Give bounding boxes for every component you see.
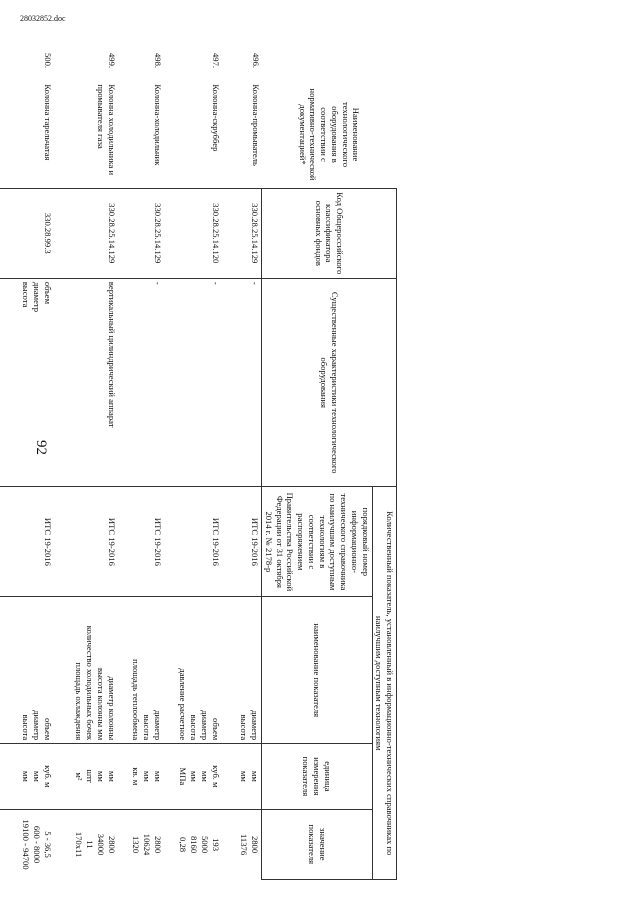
equipment-name: Колонна-холодильник (152, 84, 163, 166)
header-equipment-name: Наименование технологического оборудования в соответствии с нормативно-технической документацией* (262, 81, 397, 188)
header-unit: единица измерения показателя (262, 744, 372, 809)
units: мм мм (222, 744, 262, 809)
okof-code: 330.28.25.14.129 (54, 188, 118, 278)
okof-code: 330.28.25.14.129 (222, 188, 262, 278)
units: куб. м мм мм (0, 744, 54, 809)
indicator-names: диаметр высота (222, 597, 262, 744)
okof-code: 330.28.99.3 (0, 188, 54, 278)
row-number: 496. (250, 53, 261, 69)
itc-number: ИТС 19-2016 (222, 487, 262, 597)
header-itc-number: порядковый номер информационно-технического справочника по наилучшим доступным технологиям в соответствии с распоряжением Правительства Российской Федерации от 31 октября 2014 г. № 2178-р (262, 487, 372, 597)
itc-number: ИТС 19-2016 (118, 487, 164, 597)
row-number: 499. (106, 53, 117, 69)
equipment-name: Колонна тарельчатая (42, 84, 53, 161)
characteristics: объем диаметр высота (0, 278, 54, 487)
okof-code: 330.28.25.14.120 (164, 188, 222, 278)
indicator-names: объем диаметр высота (0, 597, 54, 744)
units: мм мм штг м² (54, 744, 118, 809)
table-row (54, 53, 118, 880)
indicator-names: диаметр колонны высота колонны мм количество холодильных бочек площадь охлаждения (54, 597, 118, 744)
characteristics: - (118, 278, 164, 487)
itc-number: ИТС 19-2016 (164, 487, 222, 597)
header-characteristics: Существенные характеристики технологического оборудования (262, 278, 397, 487)
values: 5 - 36,5 600 - 8000 19100 - 94700 (0, 809, 54, 879)
values: 2800 10624 1320 (118, 809, 164, 879)
values: 2800 34000 11 170х11 (54, 809, 118, 879)
equipment-table (0, 53, 397, 880)
units: куб. м мм мм МПа (164, 744, 222, 809)
page-number: 92 (33, 440, 49, 455)
header-number (262, 53, 397, 81)
header-okof-code: Код Общероссийского классификатора основных фондов (262, 188, 397, 278)
footer-filename: 28032852.doc (20, 14, 66, 23)
characteristics: - (164, 278, 222, 487)
equipment-name: Колонна холодильника и промывателя газа (95, 84, 117, 176)
row-number: 498. (152, 53, 163, 69)
header-value: значение показателя (262, 809, 372, 879)
row-number: 500. (42, 53, 53, 69)
indicator-names: диаметр высота площадь теплообмена (118, 597, 164, 744)
equipment-name: Колонна-промыватель (250, 84, 261, 166)
units: мм мм кв. м (118, 744, 164, 809)
table-row (0, 53, 54, 880)
header-indicator-group: Количественный показатель, установленный в информационно-технических справочниках по наилучшим доступным технологиям (372, 487, 396, 880)
table-row (118, 53, 164, 880)
values: 2800 11376 (222, 809, 262, 879)
indicator-names: объем диаметр высота давление расчетное (164, 597, 222, 744)
values: 193 5000 8160 0,28 (164, 809, 222, 879)
okof-code: 330.28.25.14.129 (118, 188, 164, 278)
header-indicator-name: наименование показателя (262, 597, 372, 744)
itc-number: ИТС 19-2016 (54, 487, 118, 597)
characteristics: - (222, 278, 262, 487)
table-row (164, 53, 222, 880)
row-number: 497. (210, 53, 221, 69)
characteristics: вертикальный цилиндрический аппарат (54, 278, 118, 487)
table-row (222, 53, 262, 880)
equipment-name: Колонна-скруббер (210, 84, 221, 152)
itc-number: ИТС 19-2016 (0, 487, 54, 597)
